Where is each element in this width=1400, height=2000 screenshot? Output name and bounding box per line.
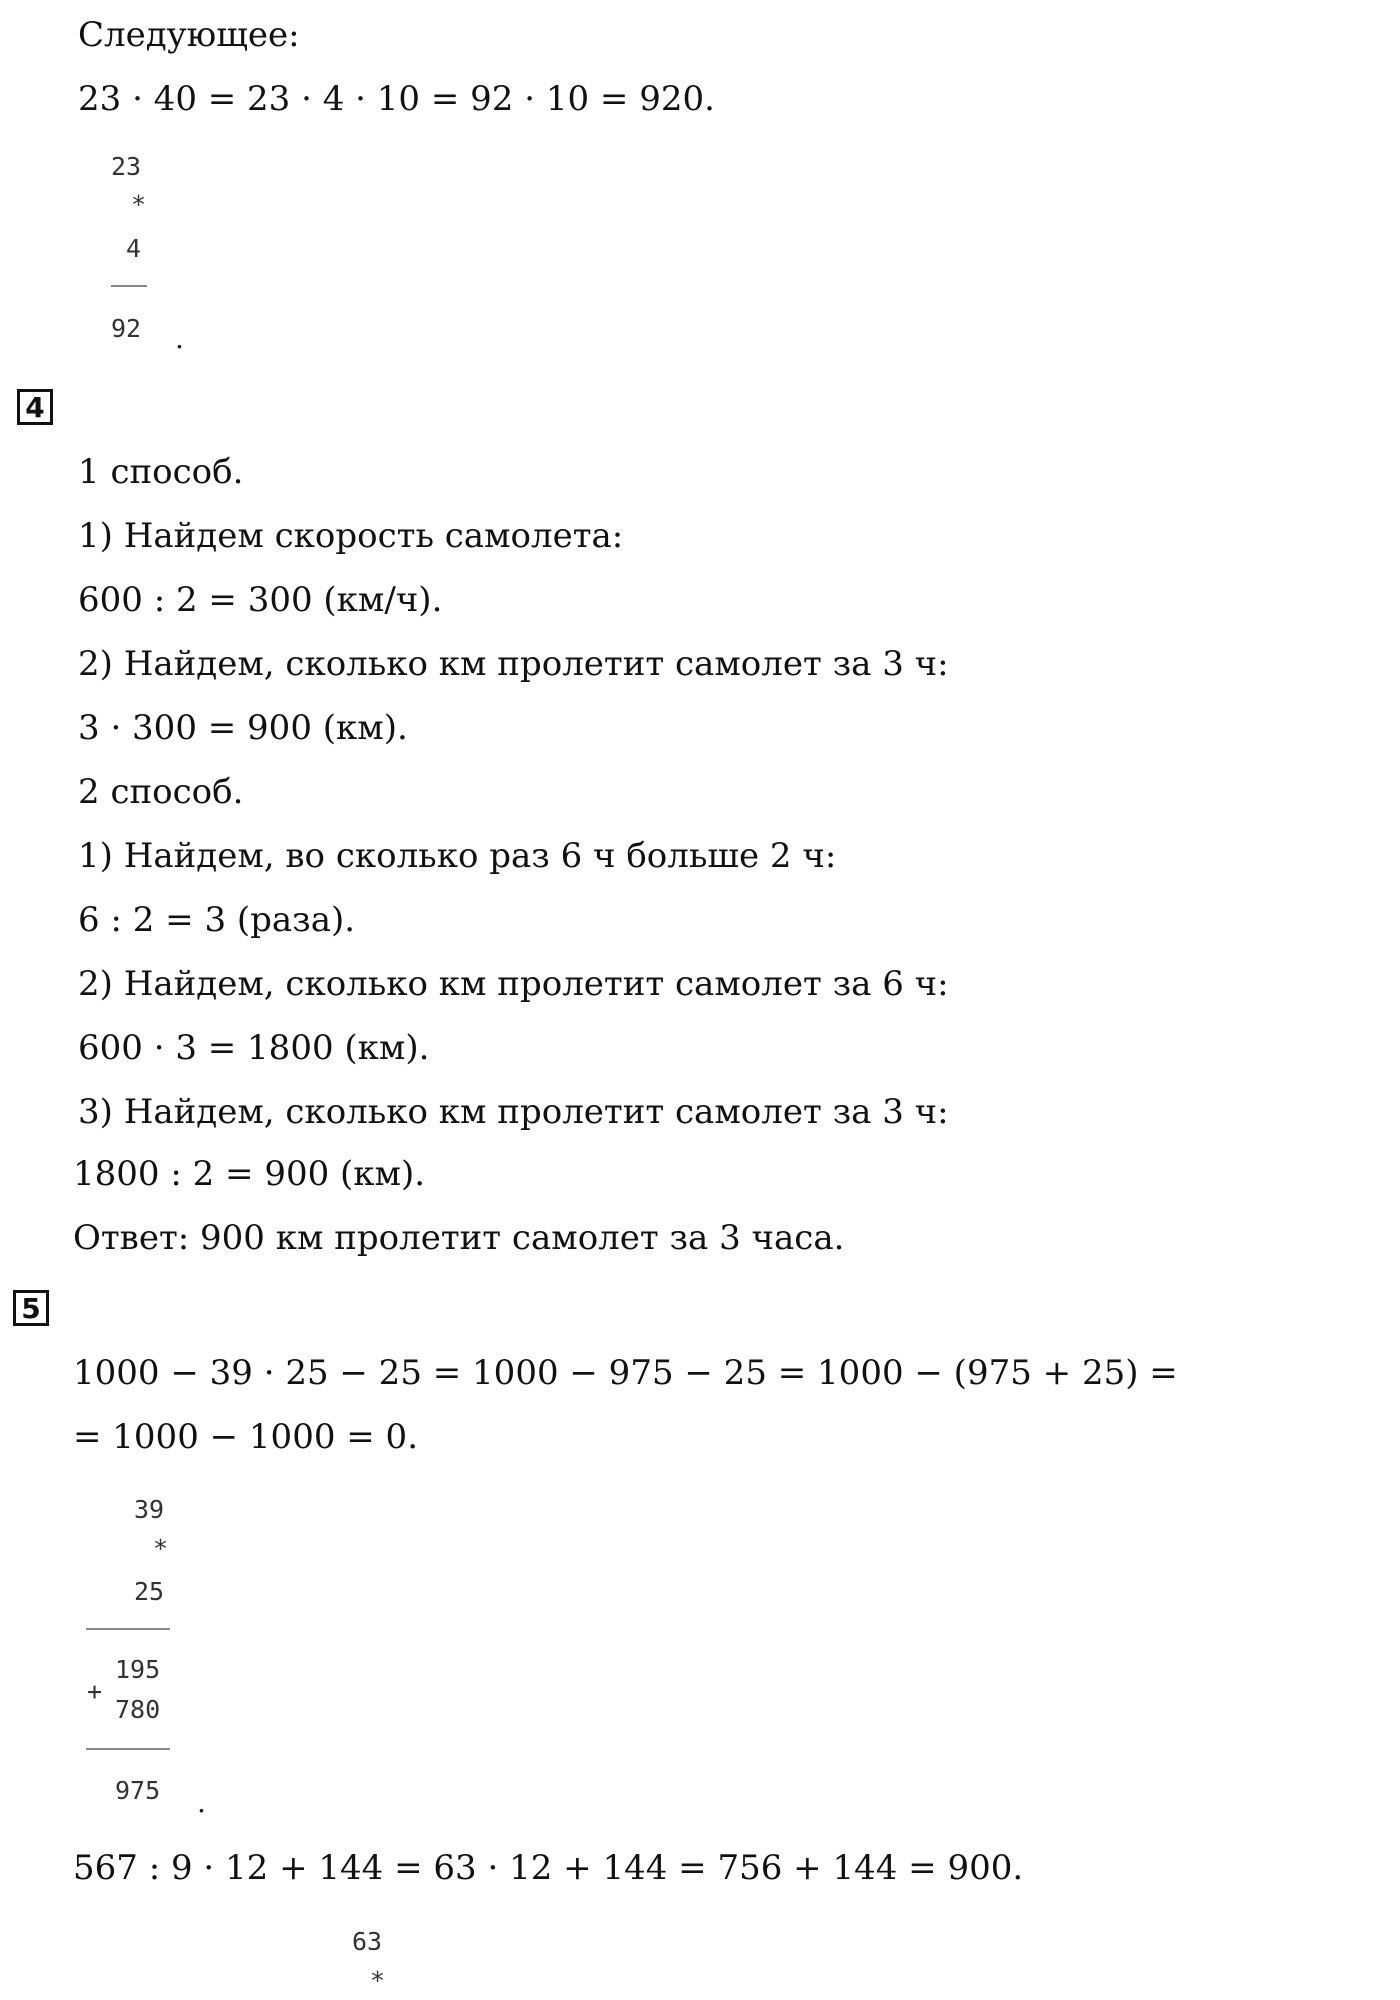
result: 92 [111,314,142,343]
step-line: 1 способ. [78,452,244,492]
equation: 23 · 40 = 23 · 4 · 10 = 92 · 10 = 920. [78,79,715,119]
partial-rule [86,1628,170,1630]
partial-product: 780 [115,1695,161,1724]
plus-sign: + [87,1677,103,1706]
step-line: 1800 : 2 = 900 (км). [73,1154,426,1194]
trailing-dot: . [197,1786,206,1819]
operand-b: 25 [134,1577,165,1606]
step-line: 1) Найдем скорость самолета: [78,516,624,556]
result-rule [86,1748,170,1750]
step-line: 2 способ. [78,772,244,812]
problem-number: 4 [17,389,53,425]
step-line: 3) Найдем, сколько км пролетит самолет за 3 ч: [78,1092,949,1132]
step-line: 6 : 2 = 3 (раза). [78,900,356,940]
operator: * [370,1966,386,1995]
step-line: 2) Найдем, сколько км пролетит самолет за 6 ч: [78,964,949,1004]
step-line: 1) Найдем, во сколько раз 6 ч больше 2 ч: [78,836,837,876]
equation: 567 : 9 · 12 + 144 = 63 · 12 + 144 = 756 + 144 = 900. [73,1848,1024,1888]
step-line: 600 · 3 = 1800 (км). [78,1028,430,1068]
step-line: 3 · 300 = 900 (км). [78,708,408,748]
operand-a: 63 [352,1927,383,1956]
operand-b: 4 [126,234,142,263]
step-line: 2) Найдем, сколько км пролетит самолет за 3 ч: [78,644,949,684]
partial-product: 195 [115,1655,161,1684]
operator: * [153,1534,169,1563]
result: 975 [115,1776,161,1805]
operand-a: 39 [134,1495,165,1524]
result-rule [111,285,147,287]
equation: 1000 − 39 · 25 − 25 = 1000 − 975 − 25 = 1000 − (975 + 25) = [73,1353,1178,1393]
operand-a: 23 [111,152,142,181]
step-line: 600 : 2 = 300 (км/ч). [78,580,443,620]
problem-number: 5 [13,1290,49,1326]
section-label: Следующее: [78,15,300,55]
equation: = 1000 − 1000 = 0. [73,1417,418,1457]
operator: * [131,190,147,219]
answer-line: Ответ: 900 км пролетит самолет за 3 часа. [73,1218,845,1258]
trailing-dot: . [175,322,184,355]
